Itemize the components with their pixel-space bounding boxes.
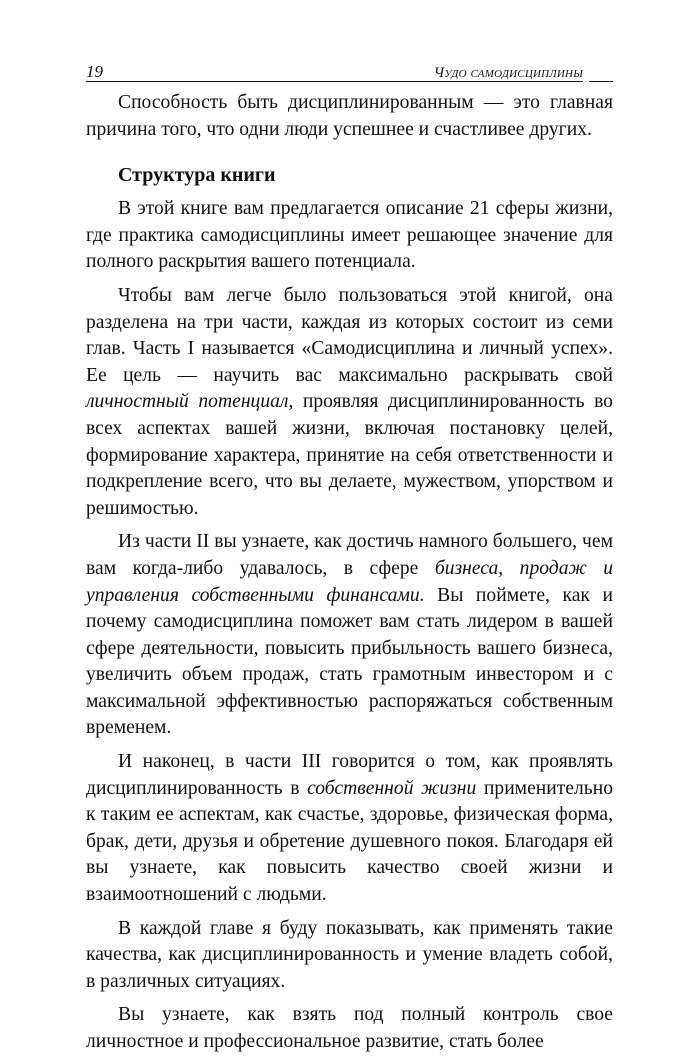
paragraph-3-text-a: Из части II вы узнаете, как достичь намного большего, чем вам когда-либо удавалось, в сфере <box>86 531 613 579</box>
paragraph-6: Вы узнаете, как взять под полный контроль свое личностное и профессиональное развитие, стать более <box>86 1004 613 1052</box>
paragraph-3-italic: бизнеса, продаж и управления собственными финансами. <box>86 557 613 606</box>
page-number: 19 <box>86 62 103 81</box>
paragraph-2-text-b: , проявляя дисциплинированность во всех аспектах вашей жизни, включая постановку целей, формирование характера, принятие на себя ответственности и подкрепление всего, что вы делаете, мужеством, упорством и решимостью. <box>86 391 613 519</box>
running-head <box>86 62 613 84</box>
paragraph-2-text-a: Чтобы вам легче было пользоваться этой книгой, она разделена на три части, каждая из которых состоит из семи глав. Часть I называется «Самодисциплина и личный успех». Ее цель — научить вас максимально раскрывать свой <box>86 284 613 386</box>
paragraph-3 <box>86 529 613 742</box>
section-heading: Структура книги <box>118 164 276 187</box>
paragraph-2 <box>86 283 613 522</box>
paragraph-5: В каждой главе я буду показывать, как применять такие качества, как дисциплинированность и умение владеть собой, в различных ситуациях. <box>86 917 613 992</box>
book-title: Чудо самодисциплины <box>433 65 583 81</box>
paragraph-4-text-a: И наконец, в части III говорится о том, как проявлять дисциплинированность в <box>86 751 613 799</box>
paragraph-4-italic: собственной жизни <box>307 777 477 799</box>
paragraph-2-italic: личностный потенциал <box>86 391 289 413</box>
header-rule-tail <box>589 81 613 82</box>
paragraph-1: В этой книге вам предлагается описание 21 сферы жизни, где практика самодисциплины имеет решающее значение для полного раскрытия вашего потенциала. <box>86 198 613 273</box>
paragraph-4 <box>86 749 613 909</box>
page-body <box>86 90 613 1063</box>
paragraph-intro: Способность быть дисциплинированным — это главная причина того, что одни люди успешнее и счастливее других. <box>86 92 613 140</box>
paragraph-3-text-b: Вы поймете, как и почему самодисциплина поможет вам стать лидером в вашей сфере деятельности, повысить прибыльность вашего бизнеса, увеличить объем продаж, стать грамотным инвестором и с максимальной эффективностью распоряжаться собственным временем. <box>86 584 613 739</box>
paragraph-4-text-b: применительно к таким ее аспектам, как счастье, здоровье, физическая форма, брак, дети, друзья и обретение душевного покоя. Благодаря ей вы узнаете, как повысить качество своей жизни и взаимоотношений с людьми. <box>86 777 613 906</box>
